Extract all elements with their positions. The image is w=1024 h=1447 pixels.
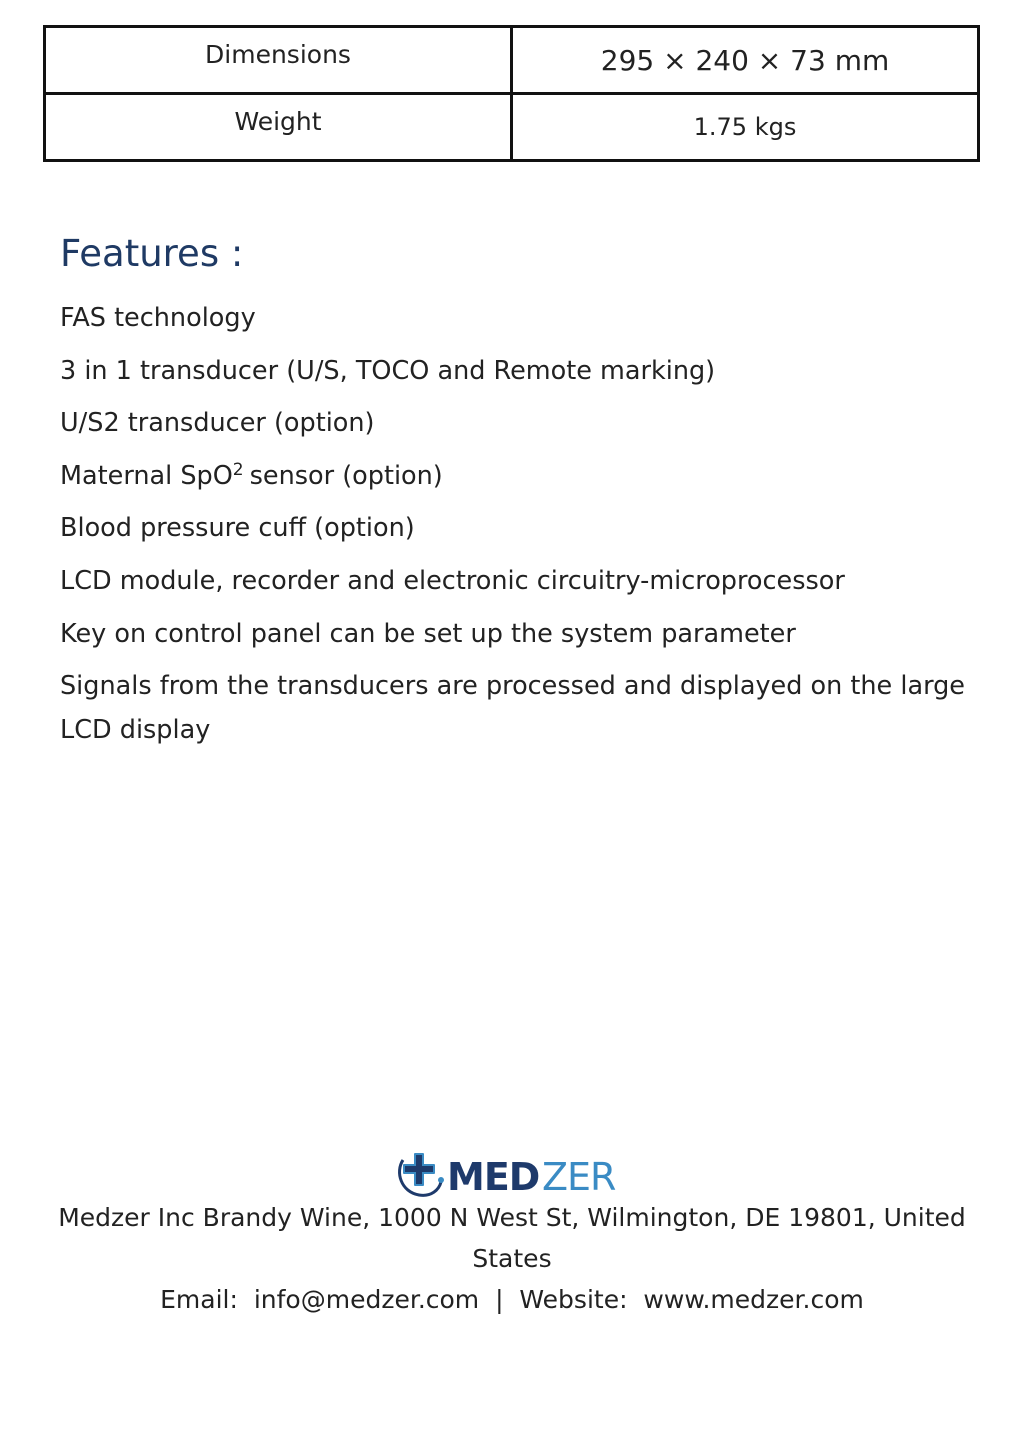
list-item: Blood pressure cuff (option): [60, 513, 415, 544]
logo-text-light: ZER: [542, 1155, 616, 1199]
spec-value-dimensions: 295 × 240 × 73 mm: [512, 27, 979, 94]
contact-separator: |: [495, 1285, 504, 1314]
table-row: [45, 94, 979, 161]
list-item: FAS technology: [60, 303, 256, 333]
list-item: LCD module, recorder and electronic circuitry-microprocessor: [60, 565, 845, 596]
list-item: U/S2 transducer (option): [60, 408, 375, 439]
spec-label-weight: Weight: [45, 94, 512, 161]
list-item: 3 in 1 transducer (U/S, TOCO and Remote marking): [60, 355, 716, 386]
list-item-spo2: [60, 454, 970, 498]
specifications-table: [43, 25, 980, 162]
spec-label-dimensions: Dimensions: [45, 27, 512, 94]
spec-value-weight: 1.75 kgs: [512, 94, 979, 161]
contact-line: [30, 1279, 994, 1320]
features-heading: Features :: [60, 232, 244, 275]
spo2-suffix: sensor (option): [249, 460, 443, 491]
spo2-prefix: Maternal SpO: [60, 460, 233, 491]
company-address: Medzer Inc Brandy Wine, 1000 N West St, Wilmington, DE 19801, United States: [58, 1203, 966, 1273]
logo-text-bold: MED: [447, 1155, 540, 1199]
website-label: Website:: [519, 1285, 628, 1314]
list-item: Signals from the transducers are processed and displayed on the large LCD display: [60, 671, 965, 746]
website-link[interactable]: www.medzer.com: [643, 1285, 864, 1314]
features-list: [60, 296, 970, 761]
medical-cross-stethoscope-icon: [400, 1153, 444, 1195]
email-label: Email:: [160, 1285, 238, 1314]
table-row: [45, 27, 979, 94]
medzer-logo: [397, 1150, 627, 1200]
list-item: Key on control panel can be set up the system parameter: [60, 618, 796, 649]
email-link[interactable]: info@medzer.com: [253, 1285, 480, 1314]
spo2-superscript: 2: [232, 459, 244, 480]
